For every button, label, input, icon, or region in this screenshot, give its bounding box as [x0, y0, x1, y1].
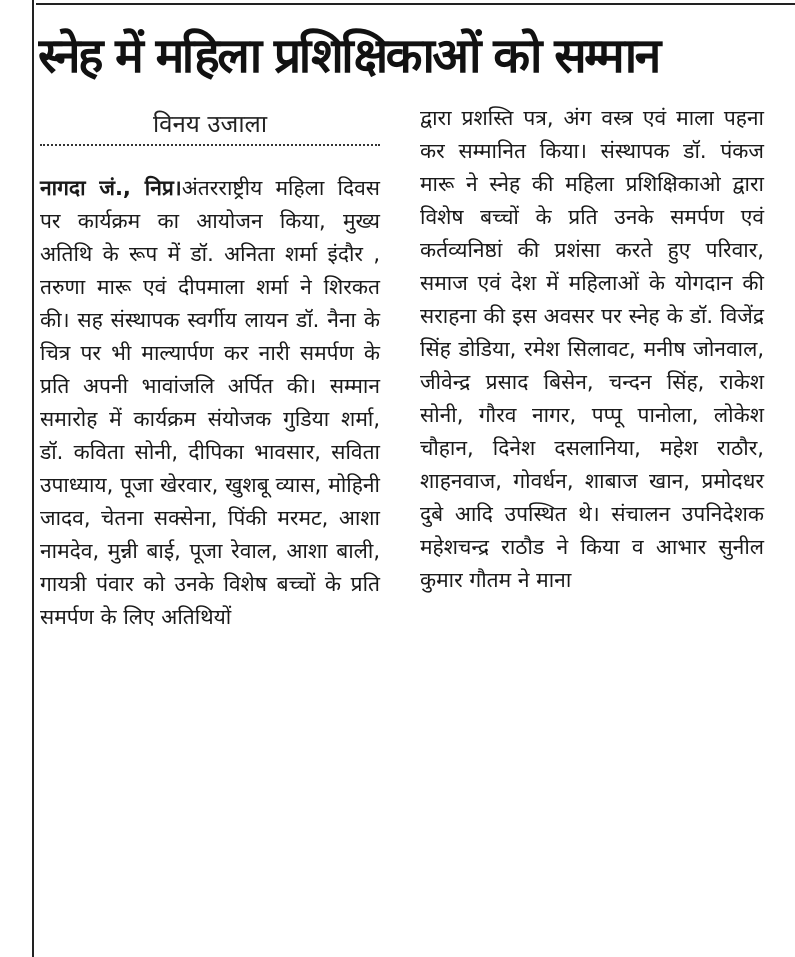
left-column — [40, 172, 380, 634]
headline: स्नेह में महिला प्रशिक्षिकाओं को सम्मान — [38, 28, 659, 84]
byline-dotted-rule — [40, 144, 380, 146]
right-body-text: द्वारा प्रशस्ति पत्र, अंग वस्त्र एवं माला पहना कर सम्मानित किया। संस्थापक डॉ. पंकज मारू ने स्नेह की महिला प्रशिक्षिकाओ द्वारा विशेष बच्चों के प्रति उनके समर्पण एवं कर्तव्यनिष्ठां की प्रशंसा करते हुए परिवार, समाज एवं देश में महिलाओं के योगदान की सराहना की इस अवसर पर स्नेह के डॉ. विजेंद्र सिंह डोडिया, रमेश सिलावट, मनीष जोनवाल, जीवेन्द्र प्रसाद बिसेन, चन्दन सिंह, राकेश सोनी, गौरव नागर, पप्पू पानोला, लोकेश चौहान, दिनेश दसलानिया, महेश राठौर, शाहनवाज, गोवर्धन, शाबाज खान, प्रमोदधर दुबे आदि उपस्थित थे। संचालन उपनिदेशक महेशचन्द्र राठौड ने किया व आभार सुनील कुमार गौतम ने माना — [420, 106, 764, 592]
top-border-rule — [36, 3, 795, 5]
left-column-text — [40, 172, 380, 634]
right-column — [420, 102, 764, 597]
byline: विनय उजाला — [152, 110, 268, 138]
left-body-text: अंतरराष्ट्रीय महिला दिवस पर कार्यक्रम का आयोजन किया, मुख्य अतिथि के रूप में डॉ. अनिता शर्मा इंदौर , तरुणा मारू एवं दीपमाला शर्मा ने शिरकत की। सह संस्थापक स्वर्गीय लायन डॉ. नैना के चित्र पर भी माल्यार्पण कर नारी समर्पण के प्रति अपनी भावांजलि अर्पित की। सम्मान समारोह में कार्यक्रम संयोजक गुडिया शर्मा, डॉ. कविता सोनी, दीपिका भावसार, सविता उपाध्याय, पूजा खेरवार, खुशबू व्यास, मोहिनी जादव, चेतना सक्सेना, पिंकी मरमट, आशा नामदेव, मुन्नी बाई, पूजा रेवाल, आशा बाली, गायत्री पंवार को उनके विशेष बच्चों के प्रति समर्पण के लिए अतिथियों — [40, 176, 381, 629]
left-border-rule — [32, 0, 34, 957]
dateline: नागदा जं., निप्र। — [40, 176, 182, 200]
